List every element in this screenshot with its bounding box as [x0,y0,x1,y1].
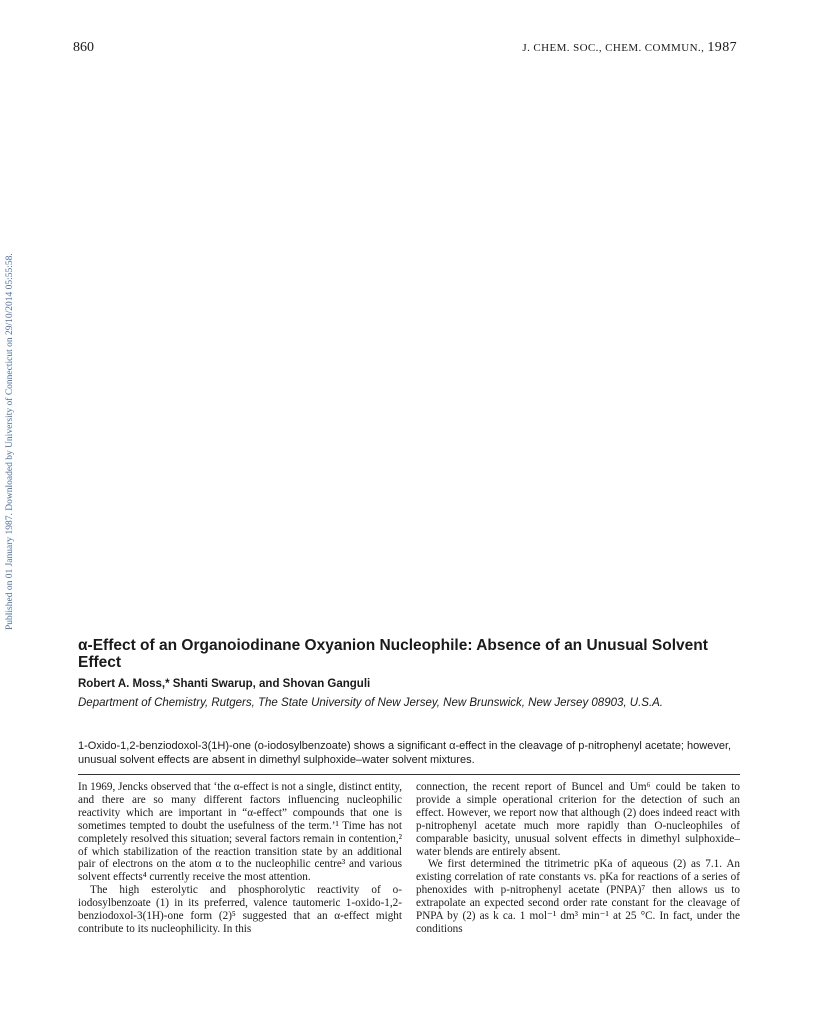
page-number: 860 [73,40,94,55]
journal-year: 1987 [707,40,737,55]
section-divider [78,774,740,775]
left-column [78,781,402,936]
abstract: 1-Oxido-1,2-benziodoxol-3(1H)-one (o-iodosylbenzoate) shows a significant α-effect in the cleavage of p-nitrophenyl acetate; however, unusual solvent effects are absent in dimethyl sulphoxide–water solvent mixtures. [78,740,732,766]
article-title: α-Effect of an Organoiodinane Oxyanion Nucleophile: Absence of an Unusual Solvent Effect [78,637,708,671]
journal-header [522,40,737,56]
body-paragraph: connection, the recent report of Buncel and Um⁶ could be taken to provide a simple operational criterion for the detection of such an effect. However, we report now that although (2) does indeed react with p-nitrophenyl acetate much more rapidly than O-nucleophiles of comparable basicity, unusual solvent effects in dimethyl sulphoxide–water blends are entirely absent. [416,781,740,858]
download-notice: Published on 01 January 1987. Downloaded by University of Connecticut on 29/10/2014 05:55:58. [5,253,15,630]
body-paragraph: We first determined the titrimetric pKa of aqueous (2) as 7.1. An existing correlation of rate constants vs. pKa for reactions of a series of phenoxides with p-nitrophenyl acetate (PNPA)⁷ then allows us to extrapolate an expected second order rate constant for the cleavage of PNPA by (2) as k ca. 1 mol⁻¹ dm³ min⁻¹ at 25 °C. In fact, under the conditions [416,858,740,935]
affiliation: Department of Chemistry, Rutgers, The State University of New Jersey, New Brunswick, New Jersey 08903, U.S.A. [78,697,664,709]
right-column [416,781,740,936]
author-list: Robert A. Moss,* Shanti Swarup, and Shovan Ganguli [78,678,371,690]
body-paragraph: The high esterolytic and phosphorolytic reactivity of o-iodosylbenzoate (1) in its preferred, valence tautomeric 1-oxido-1,2-benziodoxol-3(1H)-one form (2)⁵ suggested that an α-effect might contribute to its nucleophilicity. In this [78,884,402,935]
body-paragraph: In 1969, Jencks observed that ‘the α-effect is not a single, distinct entity, and there are so many different factors influencing nucleophilic reactivity which are important in “α-effect” compounds that one is sometimes tempted to doubt the usefulness of the term.’¹ Time has not completely resolved this situation; several factors remain in contention,² of which stabilization of the reaction transition state by an additional pair of electrons on the atom α to the nucleophilic centre³ and various solvent effects⁴ currently receive the most attention. [78,781,403,884]
journal-name: J. CHEM. SOC., CHEM. COMMUN., [522,42,705,54]
